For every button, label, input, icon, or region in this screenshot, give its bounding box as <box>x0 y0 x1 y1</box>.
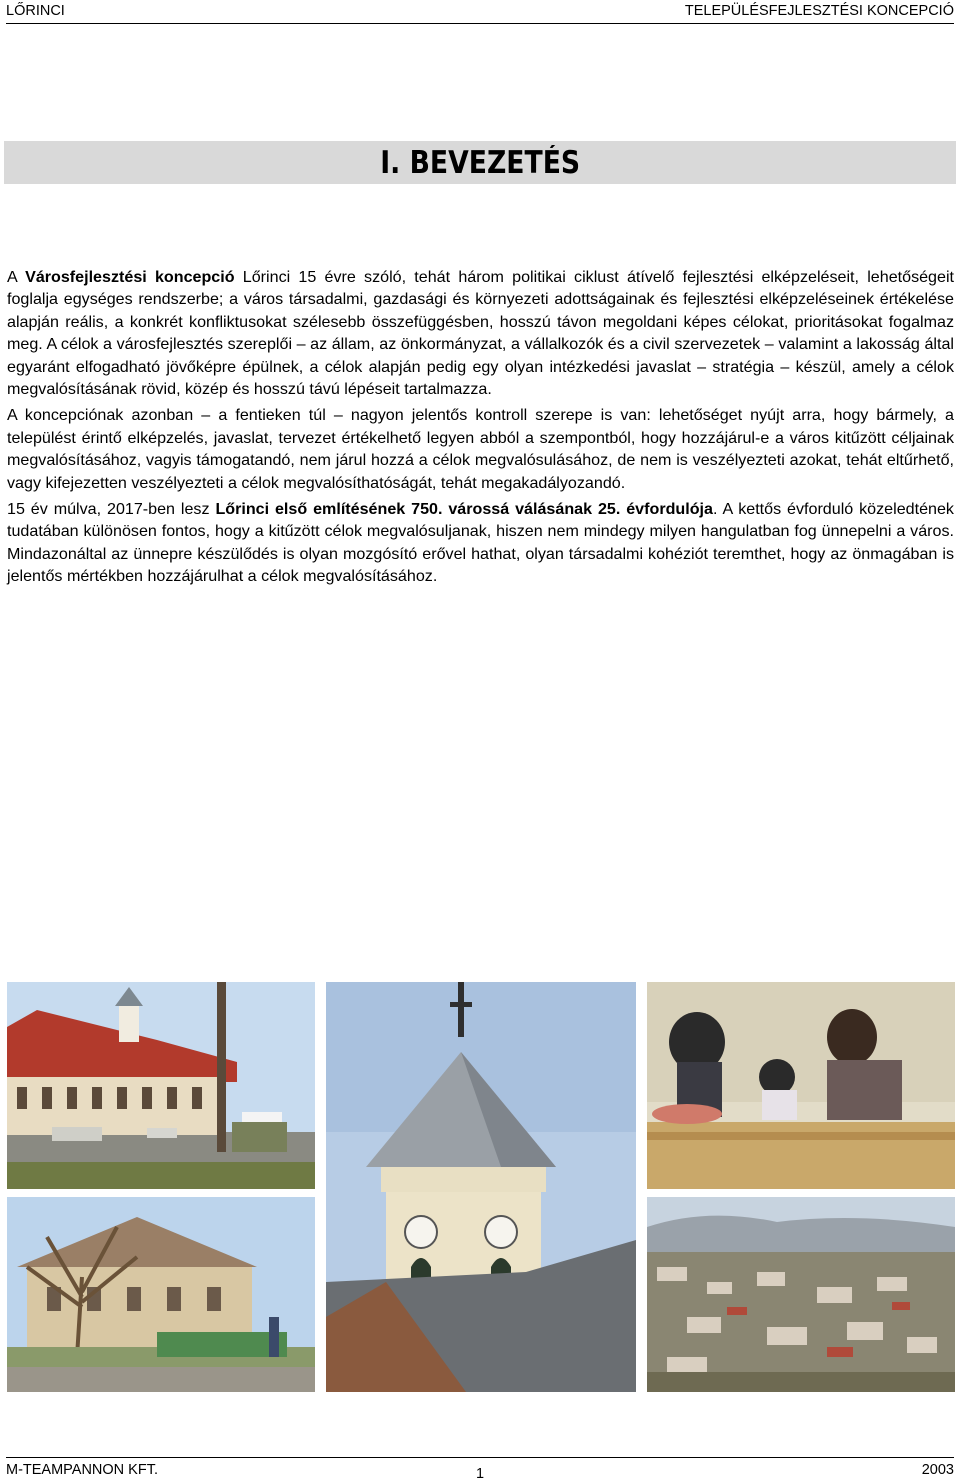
photo-old-house <box>7 1197 315 1392</box>
paragraph-3 <box>7 498 954 588</box>
p3-text-b: . A kettős évforduló közeledtének tudatában különösen fontos, hogy a kitűzött célok megvalósuljanak, hiszen nem mindegy milyen hangulatban fog ünnepelni a város. Mindazonáltal az ünnepre készülődés is olyan mozgósító erővel hathat, olyan társadalmi kohéziót teremthet, hogy az önmagában is jelentős mértékben hozzájárulhat a célok megvalósításához. <box>7 500 954 586</box>
photo-town-panorama <box>647 1197 955 1392</box>
p1-text-a: A <box>7 268 26 286</box>
photo-church-tower <box>326 982 636 1392</box>
page-footer <box>6 1457 954 1481</box>
p1-bold-term: Városfejlesztési koncepció <box>25 268 235 286</box>
paragraph-2: A koncepciónak azonban – a fentieken túl – nagyon jelentős kontroll szerepe is van: lehetőséget nyújt arra, hogy bármely, a települést érintő elképzelés, javaslat, tervezet értékelhető legyen abból a szempontból, hogy hozzájárul-e a város kitűzött céljainak megvalósításához, vagyis támogatandó, nem járul hozzá a célok megvalósulásához, de nem is veszélyezteti azokat, tehát eltűrhető, vagy kifejezetten veszélyezteti a célok megvalósíthatóságát, tehát megakadályozandó. <box>7 406 954 492</box>
footer-year: 2003 <box>921 1462 954 1478</box>
header-left: LŐRINCI <box>6 3 65 19</box>
photo-street-building <box>7 982 315 1189</box>
page-number: 1 <box>476 1466 485 1481</box>
footer-company: M-TEAMPANNON KFT. <box>6 1462 158 1478</box>
body-text <box>7 266 954 592</box>
page-header <box>6 2 954 24</box>
chapter-band <box>4 141 956 184</box>
p3-bold-anniversary: Lőrinci első említésének 750. várossá válásának 25. évfordulója <box>215 500 713 519</box>
p1-text-b: Lőrinci 15 évre szóló, tehát három politikai ciklust átívelő fejlesztési elképzeléseit, lehetőségeit foglalja egységes rendszerbe; a város társadalmi, gazdasági és környezeti adottságainak és fejlesztési elképzeléseinek értékelése alapján reális, a konkrét konfliktusokat szélesebb összefüggésben, hosszú távon megoldani képes célokat, prioritásokat fogalmaz meg. A célok a városfejlesztés szereplői – az állam, az önkormányzat, a vállalkozók és a civil szervezetek – valamint a lakosság által egyaránt elfogadható jövőképre épülnek, a célok alapján pedig egy olyan intézkedési javaslat – stratégia – készül, amely a célok megvalósításának rövid, közép és hosszú távú lépéseit tartalmazza. <box>7 268 955 399</box>
p3-text-a: 15 év múlva, 2017-ben lesz <box>7 500 216 519</box>
header-right: TELEPÜLÉSFEJLESZTÉSI KONCEPCIÓ <box>684 3 954 19</box>
paragraph-1 <box>7 266 954 400</box>
photo-children-playing <box>647 982 955 1189</box>
chapter-title: I. BEVEZETÉS <box>380 144 580 181</box>
